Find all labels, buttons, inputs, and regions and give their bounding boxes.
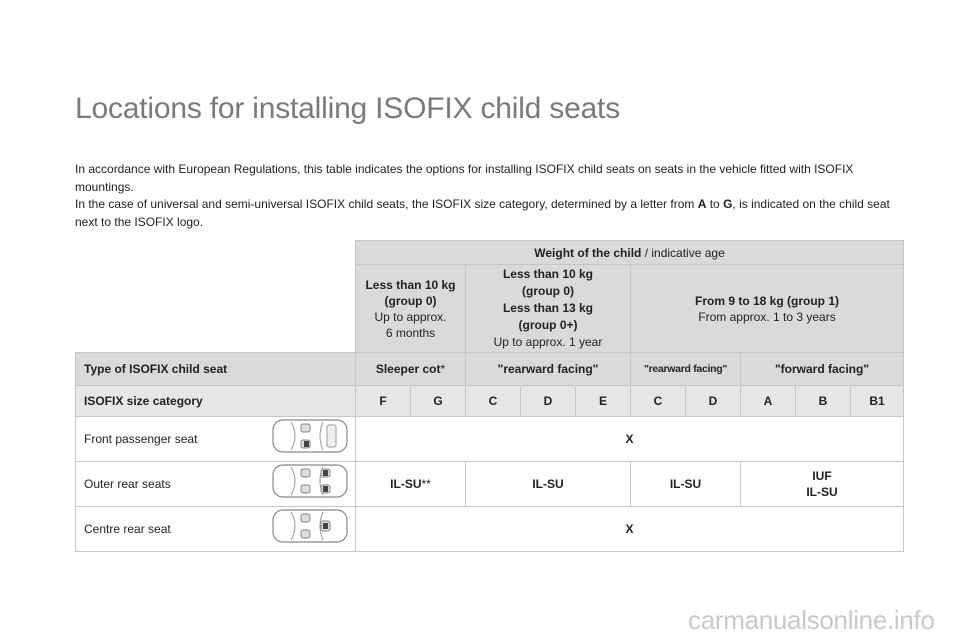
type-sleeper-cot: Sleeper cot* [356,353,466,386]
size-cell: D [521,386,576,417]
group-1-header: From 9 to 18 kg (group 1) From approx. 1 to 3 years [631,265,904,353]
outer-rear-rearward-value: IL-SU [466,462,631,507]
table-row [76,417,356,462]
seat-label: Front passenger seat [84,432,198,446]
type-forward-facing: "forward facing" [741,353,904,386]
size-cell: B1 [851,386,904,417]
table-row [76,507,356,552]
outer-rear-sleeper-value: IL-SU** [356,462,466,507]
size-cell: E [576,386,631,417]
watermark: carmanualsonline.info [688,605,935,635]
table-corner [76,241,356,265]
isofix-table [75,240,904,552]
size-cell: G [411,386,466,417]
size-cell: C [631,386,686,417]
intro-paragraph-2: In the case of universal and semi-universal ISOFIX child seats, the ISOFIX size category, determined by a letter from A to G, is indicated on the child seat next to the ISOFIX logo. [75,197,890,229]
front-seat-value: X [356,417,904,462]
size-cell: A [741,386,796,417]
table-row [76,462,356,507]
intro-text [75,161,905,231]
seat-type-label: Type of ISOFIX child seat [76,353,356,386]
size-cell: D [686,386,741,417]
car-outer-rear-seats-icon [271,462,349,500]
car-front-seat-icon [271,417,349,455]
type-rearward-facing-2: "rearward facing" [631,353,741,386]
size-cell: B [796,386,851,417]
size-cell: F [356,386,411,417]
car-centre-rear-seat-icon [271,507,349,545]
size-cell: C [466,386,521,417]
outer-rear-rearward-2-value: IL-SU [631,462,741,507]
weight-header: Weight of the child / indicative age [356,241,904,265]
group-0plus-header: Less than 10 kg (group 0) Less than 13 kg (group 0+) Up to approx. 1 year [466,265,631,353]
centre-rear-value: X [356,507,904,552]
type-rearward-facing: "rearward facing" [466,353,631,386]
intro-paragraph-1: In accordance with European Regulations, this table indicates the options for installing ISOFIX child seats on seats in the vehicle fitted with ISOFIX mountings. [75,162,854,194]
outer-rear-forward-value: IUF IL-SU [741,462,904,507]
size-category-label: ISOFIX size category [76,386,356,417]
group-0-header: Less than 10 kg (group 0) Up to approx. 6 months [356,265,466,353]
seat-label: Outer rear seats [84,477,171,491]
page-title: Locations for installing ISOFIX child seats [75,92,620,125]
seat-label: Centre rear seat [84,522,171,536]
